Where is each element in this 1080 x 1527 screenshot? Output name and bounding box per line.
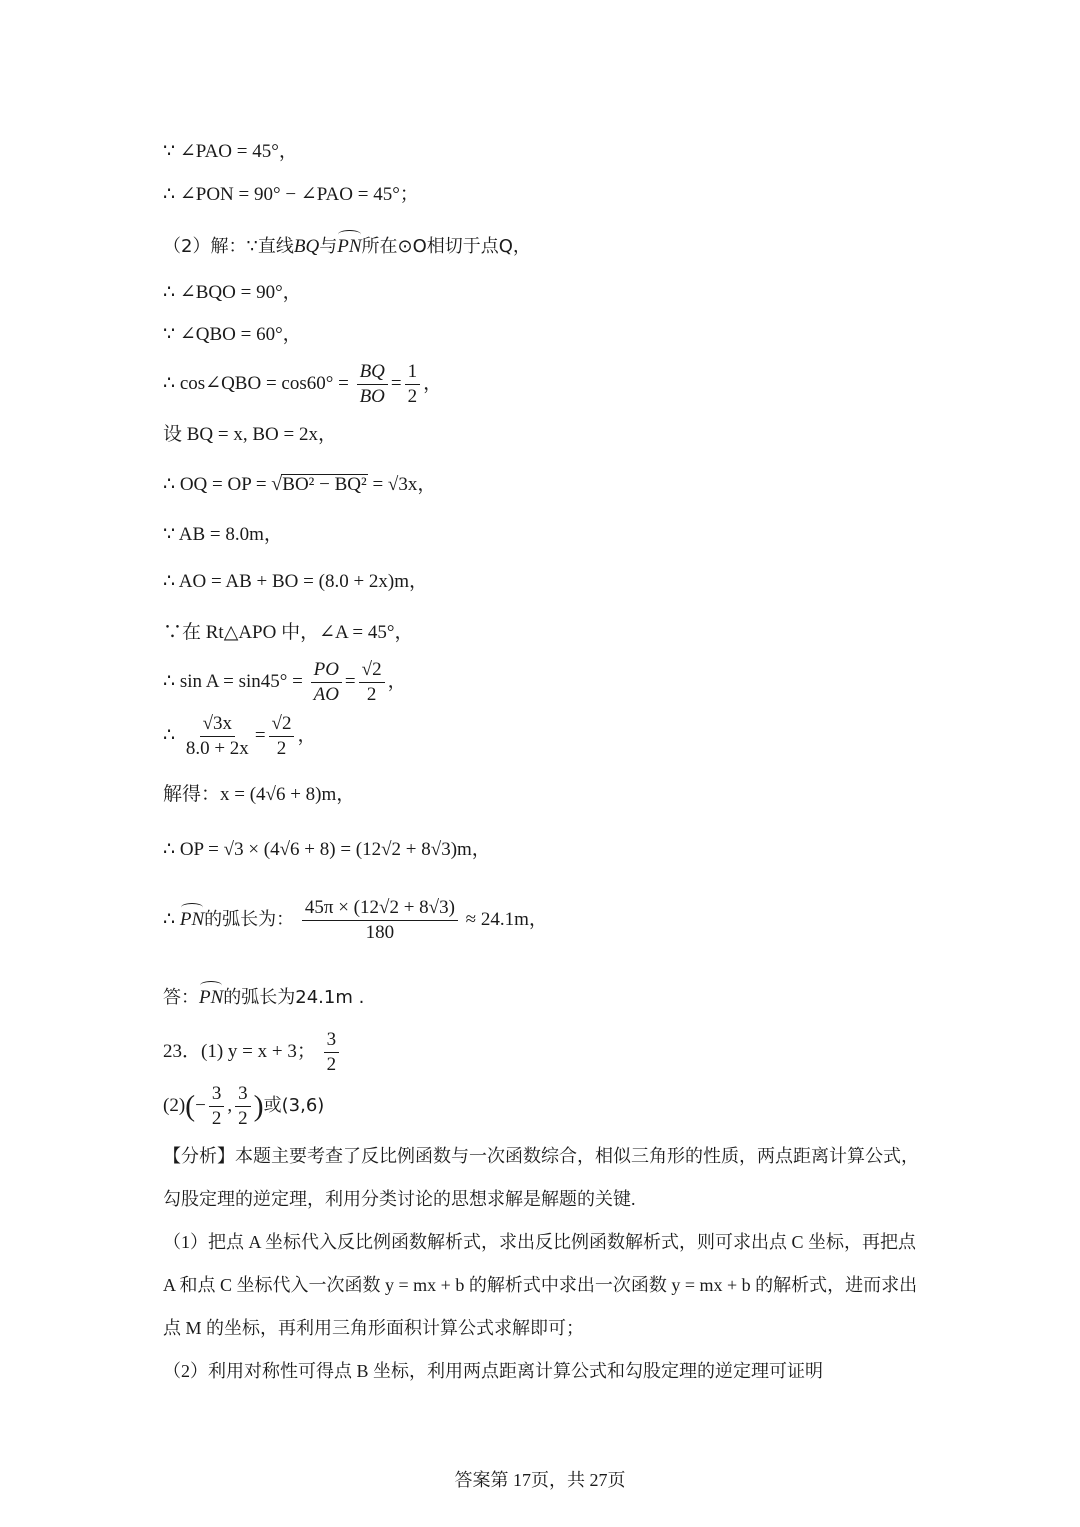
line-right-triangle: ∵在 Rt△APO 中，∠A = 45°，: [163, 622, 414, 643]
line-answer: 答：PN的弧长为24.1m .: [163, 984, 364, 1007]
fraction-three-halves-b: $\frac{3}{2}$: [235, 1084, 251, 1129]
arc-pn: PN: [199, 984, 223, 1007]
line-oq-op: ∴ OQ = OP = √BO² − BQ² = √3x，: [163, 473, 437, 495]
fraction-root2-over-2: $\frac{√2}{2}$: [359, 660, 385, 705]
line-set-variables: 设 BQ = x, BO = 2x，: [163, 424, 337, 445]
fraction-root3x: $\frac{√3x}{8.0 + 2x}$: [185, 713, 249, 759]
line-angle-qbo: ∵ ∠QBO = 60°，: [163, 324, 302, 345]
arc-pn: PN: [337, 233, 361, 256]
line-solve-x: 解得：x = (4√6 + 8)m，: [163, 784, 356, 805]
analysis-summary: 【分析】本题主要考查了反比例函数与一次函数综合，相似三角形的性质，两点距离计算公式，勾股定理的逆定理，利用分类讨论的思想求解是解题的关键.: [163, 1146, 919, 1209]
line-angle-bqo: ∴ ∠BQO = 90°，: [163, 282, 302, 303]
line-angle-pon: ∴ ∠PON = 90° − ∠PAO = 45°；: [163, 184, 419, 205]
line-ab-value: ∵ AB = 8.0m，: [163, 524, 283, 545]
page-footer: 答案第 17页，共 27页: [454, 1470, 626, 1490]
fraction-root2-over-2-b: $\frac{√2}{2}$: [269, 714, 295, 759]
line-part2-tangent: （2）解：∵直线BQ与PN所在⊙O相切于点Q，: [163, 233, 531, 256]
line-op-value: ∴ OP = √3 × (4√6 + 8) = (12√2 + 8√3)m，: [163, 839, 491, 860]
line-q23-part1: 23．(1) y = x + 3； $\frac{3}{2}$: [163, 1030, 342, 1075]
analysis-part1: （1）把点 A 坐标代入反比例函数解析式，求出反比例函数解析式，则可求出点 C 坐标，再把点 A 和点 C 坐标代入一次函数 y = mx + b 的解析式中求出一次函数 y = mx + b 的解析式，进而求出点 M 的坐标，再利用三角形面积计算公式求解即可；: [163, 1232, 918, 1338]
line-arc-length: ∴ PN的弧长为： $\frac{45\pi \times (12√2 + 8√3)}{180}$ ≈ 24.1m，: [163, 897, 548, 943]
line-q23-part2: (2)(− $\frac{3}{2}$ , $\frac{3}{2}$ )或(3,6): [163, 1083, 325, 1129]
line-cos-equation: ∴ cos∠QBO = cos60° = $\frac{BQ}{BO}$ = $\frac{1}{2}$ ，: [163, 361, 443, 407]
fraction-bq-bo: $\frac{BQ}{BO}$: [357, 362, 388, 407]
fraction-po-ao: $\frac{PO}{AO}$: [311, 660, 342, 705]
line-ao-expression: ∴ AO = AB + BO = (8.0 + 2x)m，: [163, 571, 429, 592]
analysis-part2: （2）利用对称性可得点 B 坐标，利用两点距离计算公式和勾股定理的逆定理可证明: [163, 1361, 824, 1381]
fraction-neg-three-halves: $\frac{3}{2}$: [209, 1084, 225, 1129]
analysis-paragraph: [163, 1135, 923, 1393]
fraction-half: $\frac{1}{2}$: [405, 362, 421, 407]
line-angle-pao: ∵ ∠PAO = 45°，: [163, 141, 298, 162]
fraction-arc-length: $\frac{45\pi \times (12√2 + 8√3)}{180}$: [302, 898, 458, 943]
fraction-three-halves: $\frac{3}{2}$: [324, 1030, 340, 1075]
line-sin-equation: ∴ sin A = sin45° = $\frac{PO}{AO}$ = $\frac{√2}{2}$ ，: [163, 659, 407, 705]
arc-pn: PN: [180, 906, 204, 929]
line-ratio-equation: ∴ $\frac{√3x}{8.0 + 2x}$ = $\frac{√2}{2}$ ，: [163, 713, 317, 759]
